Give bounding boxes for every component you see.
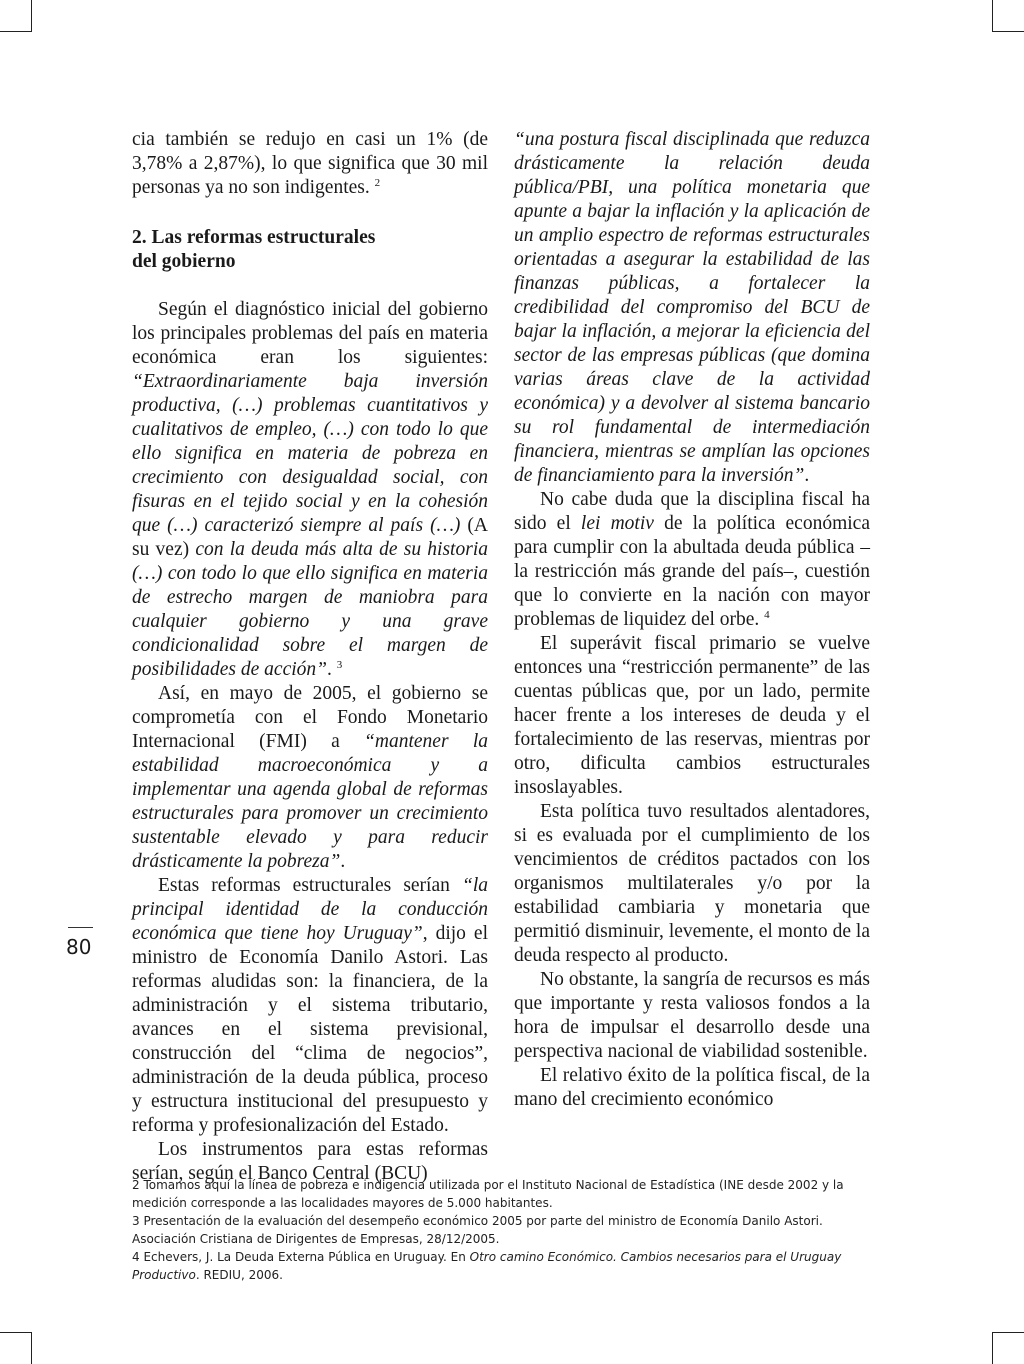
footnote-4 [132,1248,872,1284]
footnotes [132,1176,872,1284]
diagnosis-text: Según el diagnóstico inicial del gobierno los principales problemas del país en materia económica eran los siguientes: [132,299,488,368]
fiscal-text-a: No cabe duda que la disciplina fiscal ha sido el [514,489,870,534]
right-column [514,128,870,1112]
reforms-quote: “la principal identidad de la conducción económica que tiene hoy Uruguay” [132,875,488,944]
paragraph-fiscal-discipline [514,488,870,632]
fmi-end: . [340,851,346,872]
fiscal-text-b: de la política económica para cumplir con la abultada deuda pública –la restricción más grande del país–, cuestión que lo convierte en la nación con mayor problemas de liquidez del orbe. [514,513,870,630]
page-number-rule [68,927,93,928]
bcu-quote: “una postura fiscal disciplinada que reduzca drásticamente la relación deuda pública/PBI, una política monetaria que apunte a bajar la inflación y la aplicación de un amplio espectro de reformas estructurales orientadas a asegurar la estabilidad de las finanzas públicas, a fortalecer la credibilidad del compromiso del BCU de bajar la inflación, a mejorar la eficiencia del sector de las empresas públicas (que domina varias áreas clave de la actividad económica) y a devolver al sistema bancario su rol fundamental de intermediación financiera, mientras se amplían las opciones de financiamiento para la inversión” [514,129,870,486]
bcu-quote-paragraph [514,128,870,488]
crop-mark-top-left-h [0,31,32,32]
footnote-ref-3[interactable]: 3 [336,659,343,671]
crop-mark-bottom-left-v [31,1332,32,1364]
paragraph-instruments: Los instrumentos para estas reformas serían, según el Banco Central (BCU) [132,1139,488,1184]
intro-paragraph [132,128,488,200]
footnote-ref-2[interactable]: 2 [374,177,381,189]
crop-mark-top-right-v [992,0,993,32]
intro-text: cia también se redujo en casi un 1% (de 3,78% a 2,87%), lo que significa que 30 mil personas ya no son indigentes. [132,129,488,198]
lei-motiv: lei motiv [580,513,654,534]
heading-line-1: 2. Las reformas estructurales [132,227,376,248]
page-number: 80 [66,935,92,959]
crop-mark-bottom-right-v [992,1332,993,1364]
paragraph-reforms [132,874,488,1138]
diagnosis-quote-a: “Extraordinariamente baja inversión productiva, (…) problemas cuantitativos y cualitativos de empleo, (…) con todo lo que ello significa en materia de pobreza en crecimiento con desigualdad social, con fisuras en el tejido social y en la cohesión que (…) caracterizó siempre al país (…) [132,371,488,536]
paragraph-diagnosis [132,298,488,682]
footnote-4-title: Otro camino Económico. Cambios necesarios para el Uruguay Productivo [132,1250,842,1282]
footnote-3: 3 Presentación de la evaluación del desempeño económico 2005 por parte del ministro de Economía Danilo Astori. Asociación Cristiana de Dirigentes de Empresas, 28/12/2005. [132,1214,823,1246]
reforms-text-b: , dijo el ministro de Economía Danilo Astori. Las reformas aludidas son: la financiera, de la administración y el sistema tributario, avances en el sistema previsional, construcción del “clima de negocios”, administración de la deuda pública, proceso y estructura institucional del presupuesto y reforma y profesionalización del Estado. [132,923,488,1136]
footnote-4-text-b: . REDIU, 2006. [195,1268,283,1282]
paragraph-relative-success: El relativo éxito de la política fiscal, de la mano del crecimiento económico [514,1065,870,1110]
paragraph-results: Esta política tuvo resultados alentadores, si es evaluada por el cumplimiento de los vencimientos de créditos pactados con los organismos multilaterales y/o por la estabilidad cambiaria y monetaria que permitió disminuir, levemente, el monto de la deuda respecto al producto. [514,801,870,966]
paragraph-fmi [132,682,488,874]
reforms-text-a: Estas reformas estructurales serían [158,875,462,896]
crop-mark-top-right-h [992,31,1024,32]
footnote-ref-4[interactable]: 4 [764,609,770,621]
diagnosis-end: . [326,659,332,680]
crop-mark-bottom-right-h [992,1332,1024,1333]
section-heading [132,226,488,274]
left-column [132,128,488,1186]
paragraph-surplus: El superávit fiscal primario se vuelve entonces una “restricción permanente” de las cuentas públicas que, por un lado, permite hacer frente a los intereses de deuda y el fortalecimiento de las reservas, mientras por otro, dificulta cambios estructurales insoslayables. [514,633,870,798]
diagnosis-quote-b: con la deuda más alta de su historia (…) con todo lo que ello significa en materia de estrecho margen de maniobra para cualquier gobierno y una grave condicionalidad sobre el margen de posibilidades de acción” [132,539,488,680]
bcu-quote-end: . [804,465,810,486]
footnote-4-text-a: 4 Echevers, J. La Deuda Externa Pública en Uruguay. En [132,1250,470,1264]
paragraph-however: No obstante, la sangría de recursos es más que importante y resta valiosos fondos a la hora de impulsar el desarrollo desde una perspectiva nacional de viabilidad sostenible. [514,969,870,1062]
diagnosis-aside: (A su vez) [132,515,488,560]
heading-line-2: del gobierno [132,251,236,272]
crop-mark-top-left-v [31,0,32,32]
crop-mark-bottom-left-h [0,1332,32,1333]
footnote-2: 2 Tomamos aquí la línea de pobreza e indigencia utilizada por el Instituto Nacional de Estadística (INE desde 2002 y la medición corresponde a las localidades mayores de 5.000 habitantes. [132,1178,844,1210]
fmi-text: Así, en mayo de 2005, el gobierno se comprometía con el Fondo Monetario Internacional (FMI) a [132,683,488,752]
fmi-quote: “mantener la estabilidad macroeconómica y a implementar una agenda global de reformas estructurales para promover un crecimiento sustentable elevado y para reducir drásticamente la pobreza” [132,731,488,872]
